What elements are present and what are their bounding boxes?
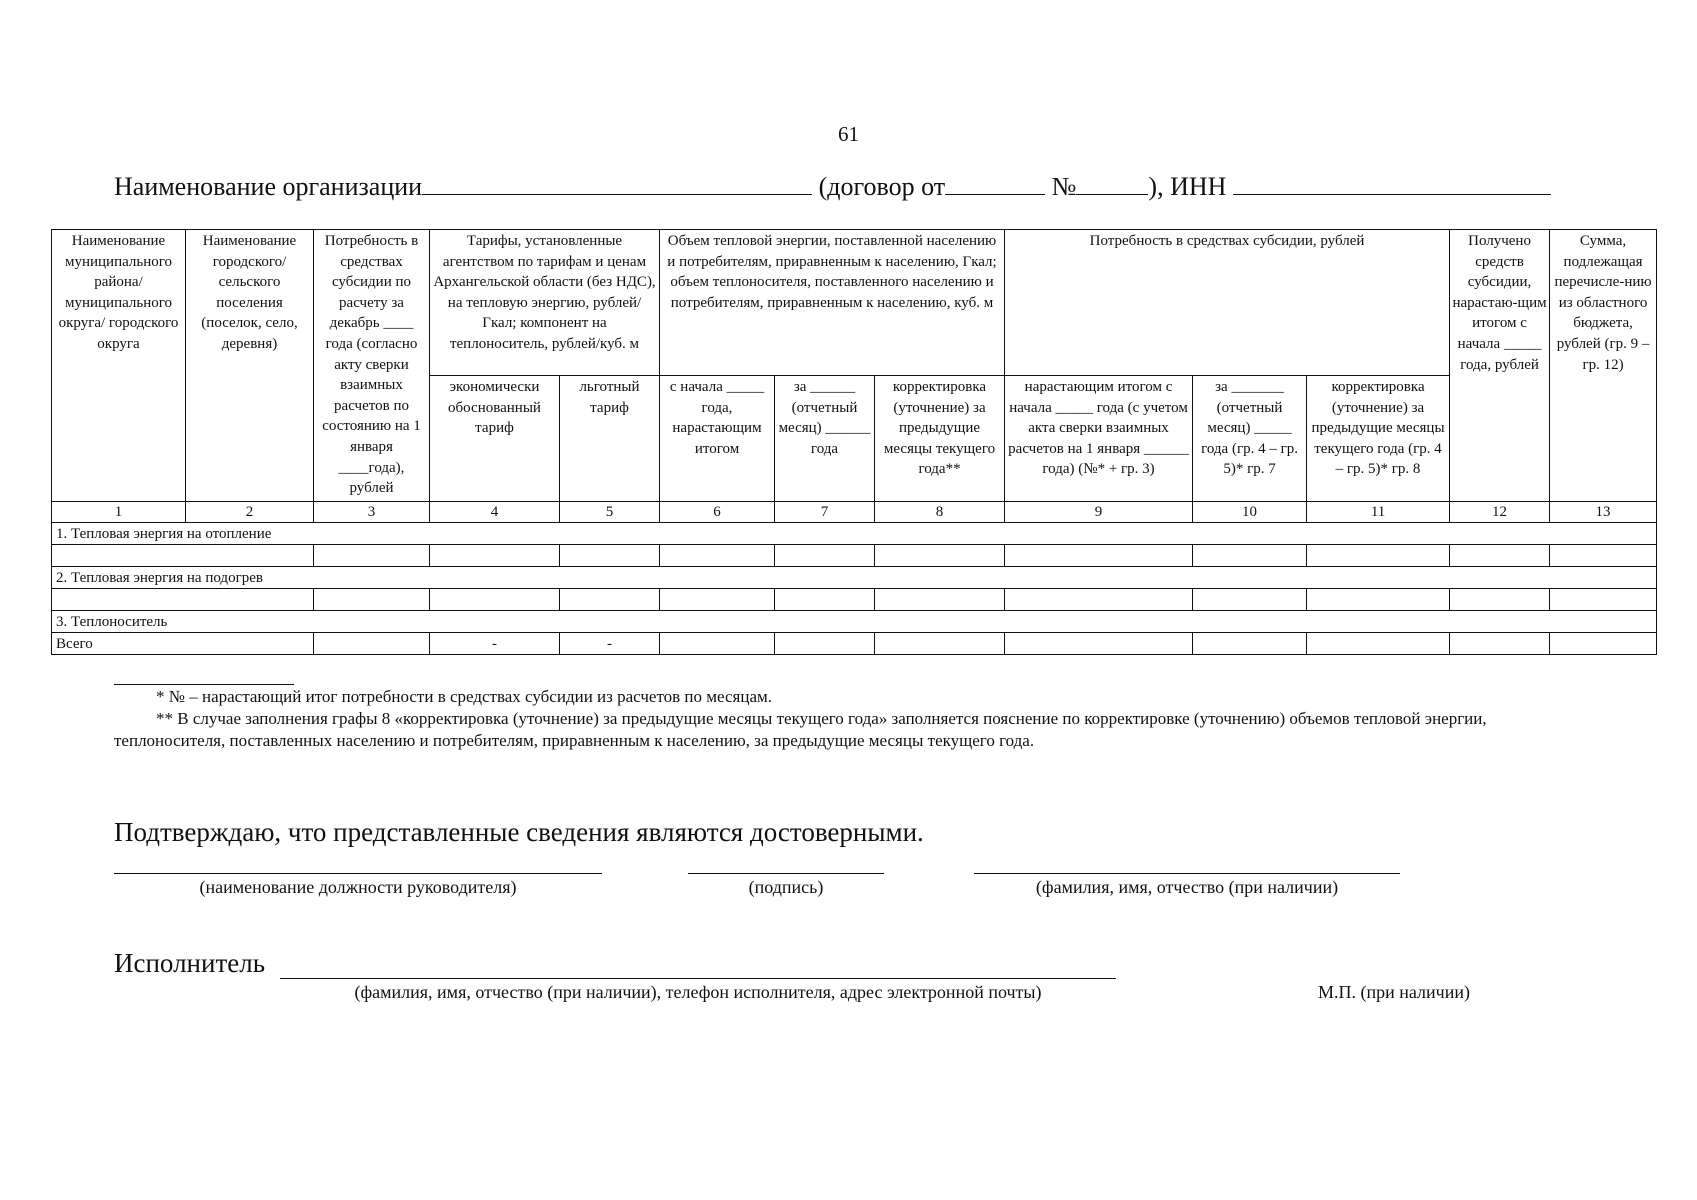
header-settlement: Наименование городского/ сельского поселения (поселок, село, деревня) [186,230,314,502]
header-volume-month: за ______ (отчетный месяц) ______ года [775,376,875,502]
column-number: 2 [186,502,314,523]
section-coolant-label: 3. Теплоноситель [52,611,1657,633]
input-cell[interactable] [314,545,430,567]
contract-date-field[interactable] [945,172,1045,195]
signature-line[interactable] [688,873,884,874]
table-row-heating [52,545,1657,567]
header-economic-tariff: экономически обоснованный тариф [430,376,560,502]
input-cell[interactable] [1550,545,1657,567]
table-row-total [52,633,1657,655]
header-preferential-tariff: льготный тариф [560,376,660,502]
input-cell[interactable] [1450,545,1550,567]
column-number: 7 [775,502,875,523]
footnote-correction: ** В случае заполнения графы 8 «корректировка (уточнение) за предыдущие месяцы текущего года» заполняется пояснение по корректировке (уточнению) объемов тепловой энергии, теплоносителя, поставленных населению и потребителям, приравненным к населению, за предыдущие месяцы текущего года. [114,709,1487,750]
column-number: 6 [660,502,775,523]
column-number: 10 [1193,502,1307,523]
subsidy-report-table [51,229,1657,655]
contract-number-field[interactable] [1076,172,1148,195]
input-cell[interactable] [430,545,560,567]
input-cell[interactable] [52,545,314,567]
input-cell[interactable] [1005,589,1193,611]
header-received-subsidy: Получено средств субсидии, нарастаю-щим итогом с начала _____ года, рублей [1450,230,1550,502]
input-cell[interactable] [875,545,1005,567]
header-volume-group: Объем тепловой энергии, поставленной населению и потребителям, приравненным к населению, Гкал; объем теплоносителя, поставленного населению и потребителям, приравненным к населению, куб. м [660,230,1005,376]
input-cell[interactable] [1307,589,1450,611]
input-cell[interactable] [660,633,775,655]
column-number: 11 [1307,502,1450,523]
column-number: 13 [1550,502,1657,523]
header-volume-correction: корректировка (уточнение) за предыдущие месяцы текущего года** [875,376,1005,502]
column-number: 5 [560,502,660,523]
page-number: 61 [838,122,859,146]
input-cell[interactable] [1005,545,1193,567]
inn-label: ), ИНН [1148,172,1227,201]
signature-caption: (подпись) [748,877,824,897]
column-number: 3 [314,502,430,523]
input-cell[interactable] [875,633,1005,655]
input-cell[interactable] [430,589,560,611]
input-cell[interactable] [560,589,660,611]
position-caption: (наименование должности руководителя) [199,877,517,897]
header-municipal-district: Наименование муниципального района/ муниципального округа/ городского округа [52,230,186,502]
input-cell[interactable] [775,545,875,567]
column-number: 1 [52,502,186,523]
input-cell[interactable] [314,633,430,655]
footnote-cumulative: * № – нарастающий итог потребности в средствах субсидии из расчетов по месяцам. [156,687,773,706]
column-number-row [52,502,1657,523]
contract-number-sign: № [1051,172,1077,201]
input-cell[interactable] [1307,633,1450,655]
column-number: 8 [875,502,1005,523]
table-row-hot-water [52,589,1657,611]
input-cell[interactable] [314,589,430,611]
section-hot-water-label: 2. Тепловая энергия на подогрев [52,567,1657,589]
full-name-caption: (фамилия, имя, отчество (при наличии) [1035,877,1339,897]
organization-line [114,172,1594,202]
input-cell[interactable] [775,589,875,611]
full-name-line[interactable] [974,873,1400,874]
executor-label: Исполнитель [114,948,266,978]
header-amount-to-transfer: Сумма, подлежащая перечисле-нию из областного бюджета, рублей (гр. 9 – гр. 12) [1550,230,1657,502]
input-cell[interactable] [875,589,1005,611]
input-cell[interactable] [52,589,314,611]
executor-caption: (фамилия, имя, отчество (при наличии), телефон исполнителя, адрес электронной почты) [354,982,1042,1002]
input-cell[interactable] [1193,545,1307,567]
header-tariffs-group: Тарифы, установленные агентством по тарифам и ценам Архангельской области (без НДС), на тепловую энергию, рублей/Гкал; компонент на теплоноситель, рублей/куб. м [430,230,660,376]
organization-name-label: Наименование организации [114,172,423,201]
contract-label: (договор от [818,172,946,201]
header-need-correction: корректировка (уточнение) за предыдущие месяцы текущего года (гр. 4 – гр. 5)* гр. 8 [1307,376,1450,502]
input-cell[interactable] [1307,545,1450,567]
input-cell[interactable] [660,545,775,567]
input-cell[interactable] [1005,633,1193,655]
executor-line[interactable] [280,978,1116,979]
input-cell[interactable] [660,589,775,611]
confirmation-statement: Подтверждаю, что представленные сведения являются достоверными. [114,817,924,847]
footnote-divider [114,684,294,685]
column-number: 4 [430,502,560,523]
input-cell[interactable] [1450,589,1550,611]
header-need-month: за _______ (отчетный месяц) _____ года (гр. 4 – гр. 5)* гр. 7 [1193,376,1307,502]
column-number: 9 [1005,502,1193,523]
empty-dash: - [430,633,560,655]
section-heating-label: 1. Тепловая энергия на отопление [52,523,1657,545]
inn-field[interactable] [1233,172,1551,195]
input-cell[interactable] [560,545,660,567]
organization-name-field[interactable] [422,172,812,195]
input-cell[interactable] [775,633,875,655]
position-signature-line[interactable] [114,873,602,874]
input-cell[interactable] [1550,589,1657,611]
header-need-ytd: нарастающим итогом с начала _____ года (с учетом акта сверки взаимных расчетов на 1 января ______ года) (№* + гр. 3) [1005,376,1193,502]
input-cell[interactable] [1550,633,1657,655]
input-cell[interactable] [1450,633,1550,655]
header-volume-ytd: с начала _____ года, нарастающим итогом [660,376,775,502]
header-subsidy-need-group: Потребность в средствах субсидии, рублей [1005,230,1450,376]
input-cell[interactable] [1193,633,1307,655]
column-number: 12 [1450,502,1550,523]
empty-dash: - [560,633,660,655]
header-december-need: Потребность в средствах субсидии по расчету за декабрь ____ года (согласно акту сверки взаимных расчетов по состоянию на 1 января ____года), рублей [314,230,430,502]
input-cell[interactable] [1193,589,1307,611]
total-label: Всего [52,633,314,655]
stamp-placeholder: М.П. (при наличии) [1318,982,1470,1002]
